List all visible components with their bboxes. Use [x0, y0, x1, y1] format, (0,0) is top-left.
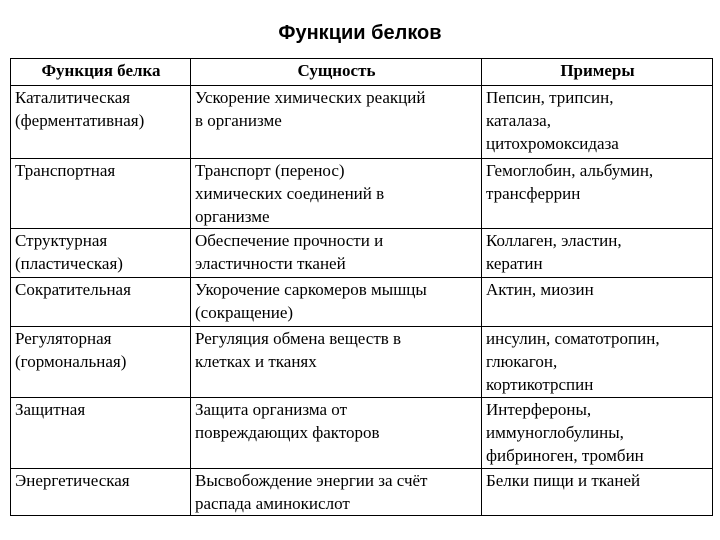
table-row	[11, 229, 713, 278]
essence-cell: Транспорт (перенос) химических соединений в организме	[191, 159, 482, 229]
function-cell: Регуляторная (гормональная)	[11, 327, 191, 398]
function-cell: Защитная	[11, 398, 191, 469]
essence-cell: Ускорение химических реакций в организме	[191, 86, 482, 159]
examples-cell: Пепсин, трипсин, каталаза, цитохромоксидаза	[482, 86, 713, 159]
essence-cell: Обеспечение прочности и эластичности тканей	[191, 229, 482, 278]
table-header-row	[11, 59, 713, 86]
function-cell: Структурная (пластическая)	[11, 229, 191, 278]
examples-cell: инсулин, соматотропин, глюкагон, кортикотрспин	[482, 327, 713, 398]
header-examples: Примеры	[482, 59, 713, 86]
examples-cell: Белки пищи и тканей	[482, 469, 713, 516]
function-cell: Энергетическая	[11, 469, 191, 516]
examples-cell: Актин, миозин	[482, 278, 713, 327]
table-row	[11, 86, 713, 159]
table-row	[11, 398, 713, 469]
examples-cell: Интерфероны, иммуноглобулины, фибриноген, тромбин	[482, 398, 713, 469]
essence-cell: Регуляция обмена веществ в клетках и тканях	[191, 327, 482, 398]
function-cell: Каталитическая (ферментативная)	[11, 86, 191, 159]
table-row	[11, 278, 713, 327]
table-row	[11, 327, 713, 398]
essence-cell: Защита организма от повреждающих факторов	[191, 398, 482, 469]
protein-functions-table	[10, 58, 713, 516]
essence-cell: Укорочение саркомеров мышцы (сокращение)	[191, 278, 482, 327]
function-cell: Сократительная	[11, 278, 191, 327]
essence-cell: Высвобождение энергии за счёт распада аминокислот	[191, 469, 482, 516]
table-row	[11, 469, 713, 516]
function-cell: Транспортная	[11, 159, 191, 229]
table-row	[11, 159, 713, 229]
page-title: Функции белков	[278, 22, 442, 44]
examples-cell: Коллаген, эластин, кератин	[482, 229, 713, 278]
header-essence: Сущность	[191, 59, 482, 86]
examples-cell: Гемоглобин, альбумин, трансферрин	[482, 159, 713, 229]
header-function: Функция белка	[11, 59, 191, 86]
